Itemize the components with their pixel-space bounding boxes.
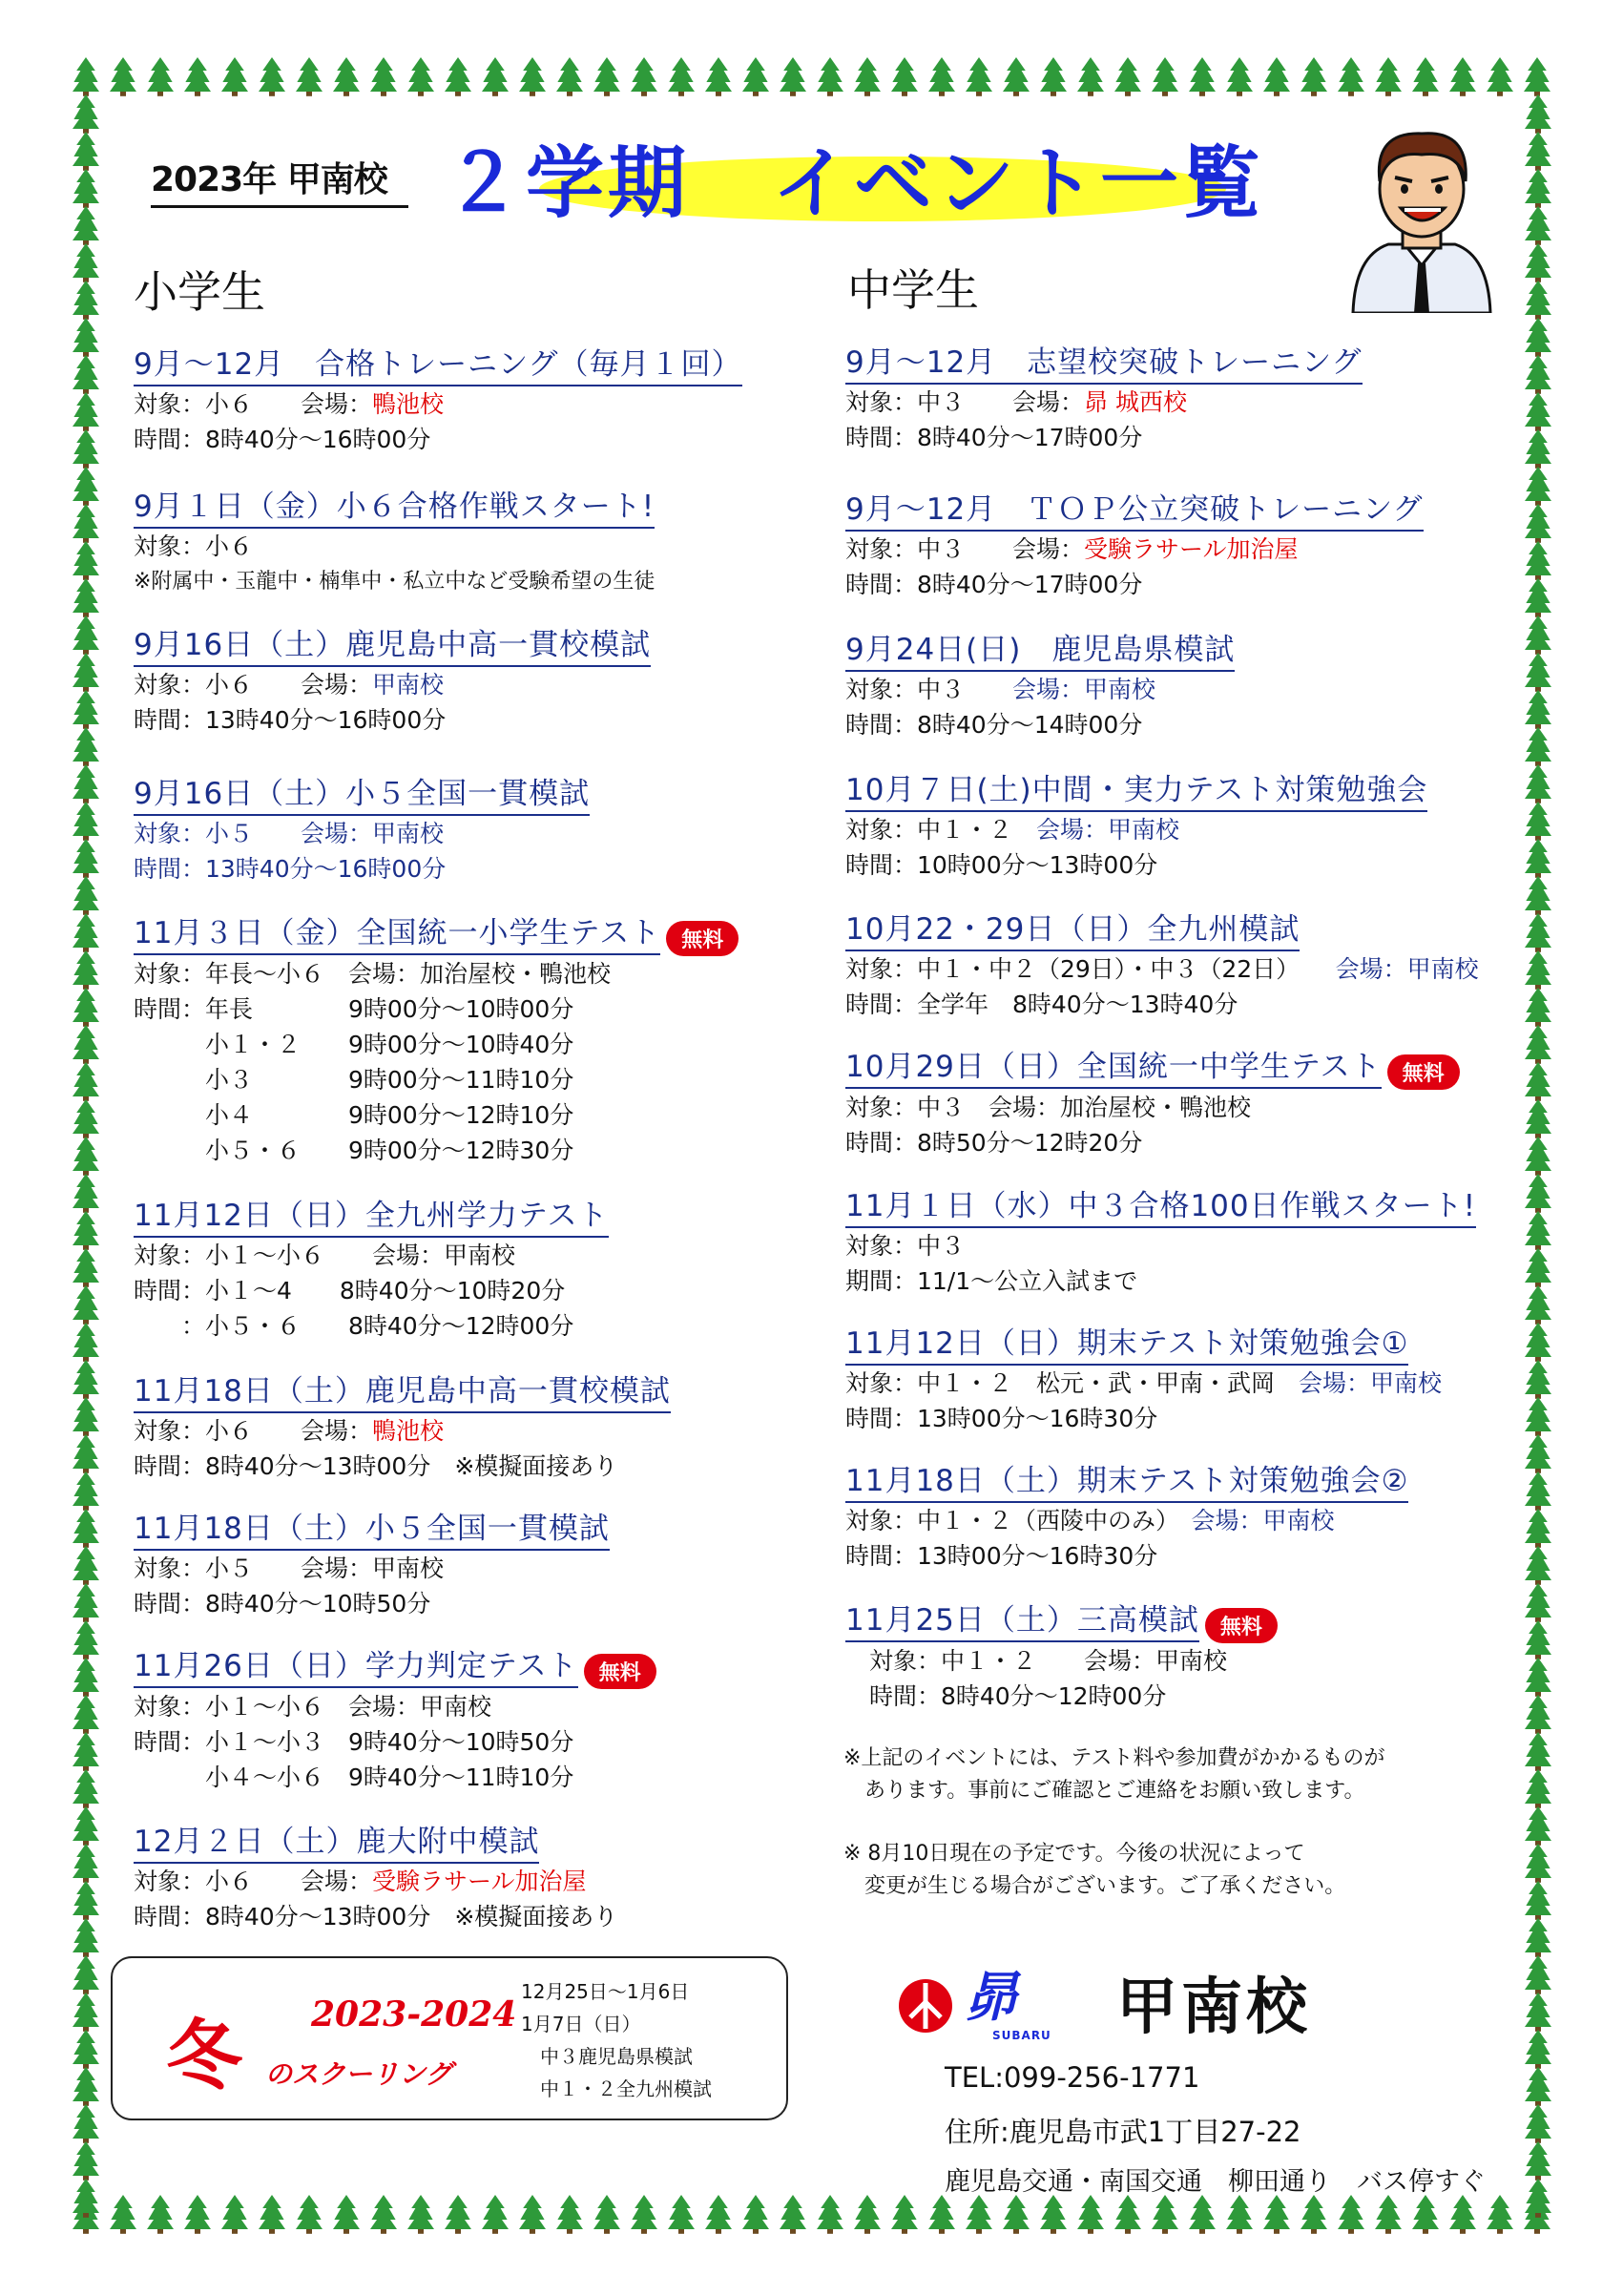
event-item — [134, 769, 590, 887]
detail-text: 受験ラサール加治屋 — [1084, 535, 1299, 563]
event-item — [134, 1367, 671, 1484]
detail-text: 対象：小６ 会場： — [134, 671, 373, 699]
event-item — [845, 1596, 1278, 1714]
winter-line: 中１・２全九州模試 — [521, 2077, 712, 2100]
event-detail-line — [845, 812, 1427, 847]
detail-text: 対象：中１・２ — [845, 816, 1037, 844]
event-detail-line — [134, 1097, 739, 1133]
detail-text: 昴 城西校 — [1084, 388, 1187, 416]
event-item — [134, 1504, 610, 1621]
detail-text: 期間：11/1～公立入試まで — [845, 1267, 1138, 1295]
detail-text: 対象：小６ 会場： — [134, 1868, 373, 1895]
detail-text: 時間：8時40分～13時00分 ※模擬面接あり — [134, 1903, 618, 1931]
event-item — [845, 1319, 1442, 1436]
event-detail-line — [134, 1760, 656, 1795]
detail-text: 対象：中３ 会場： — [845, 535, 1085, 563]
event-item — [134, 1641, 656, 1795]
note-line: ※ 8月10日現在の予定です。今後の状況によって — [843, 1842, 1305, 1866]
detail-text: 対象：中３ — [845, 676, 1013, 703]
event-title: 9月24日(日) 鹿児島県模試 — [845, 625, 1235, 672]
winter-line: 1月7日（日） — [521, 2013, 641, 2035]
detail-text: 対象：中３ 会場：加治屋校・鴨池校 — [845, 1094, 1252, 1121]
detail-text: 受験ラサール加治屋 — [372, 1868, 587, 1895]
detail-text: 対象：小６ — [134, 532, 254, 560]
event-detail-line — [845, 385, 1363, 420]
detail-text: 小１・２ 9時00分～10時40分 — [134, 1031, 574, 1058]
school-name: 甲南校 — [1116, 1972, 1311, 2043]
event-detail-line — [134, 1027, 739, 1062]
detail-text: 対象：中１・中２（29日）・中３（22日） — [845, 955, 1336, 983]
event-item — [845, 1181, 1476, 1299]
page-title: ２学期 イベント一覧 — [443, 138, 1264, 229]
winter-year: 2023-2024 — [311, 1994, 517, 2035]
businessman-illustration — [1345, 122, 1498, 313]
detail-text: 対象：小１～小６ 会場：甲南校 — [134, 1693, 492, 1721]
event-title: 9月16日（土）鹿児島中高一貫校模試 — [134, 620, 651, 667]
detail-text: 時間：8時40分～13時00分 ※模擬面接あり — [134, 1452, 618, 1480]
event-detail-line — [845, 1643, 1278, 1679]
event-detail-line — [845, 1401, 1442, 1436]
winter-line: 中３鹿児島県模試 — [521, 2045, 693, 2068]
detail-text: ※附属中・玉龍中・楠隼中・私立中など受験希望の生徒 — [134, 570, 655, 594]
event-detail-line — [845, 1090, 1460, 1125]
event-detail-line — [134, 1899, 617, 1934]
event-detail-line — [845, 987, 1479, 1022]
junior-heading: 中学生 — [847, 264, 979, 316]
detail-text: 対象：年長～小６ 会場：加治屋校・鴨池校 — [134, 960, 612, 988]
detail-text: 時間：8時50分～12時20分 — [845, 1129, 1143, 1157]
event-title: 11月18日（土）鹿児島中高一貫校模試 — [134, 1367, 671, 1413]
brand-kanji: 昴 — [964, 1967, 1017, 2029]
brand-mark — [964, 1968, 1051, 2042]
event-title: 11月３日（金）全国統一小学生テスト — [134, 908, 660, 955]
event-item — [845, 625, 1235, 742]
event-title: 11月26日（日）学力判定テスト — [134, 1641, 578, 1688]
detail-text: 時間：小１～4 8時40分～10時20分 — [134, 1277, 566, 1305]
event-title: 11月12日（日）期末テスト対策勉強会① — [845, 1319, 1408, 1366]
free-badge: 無料 — [666, 921, 739, 956]
event-detail-line — [134, 564, 655, 599]
detail-text: 時間：年長 9時00分～10時00分 — [134, 995, 574, 1023]
detail-text: 会場：甲南校 — [1036, 816, 1180, 844]
detail-text: 対象：中３ 会場： — [845, 388, 1085, 416]
detail-text: 時間：8時40分～17時00分 — [845, 571, 1143, 598]
detail-text: 時間：小１～小３ 9時40分～10時50分 — [134, 1728, 574, 1756]
event-item — [845, 1456, 1408, 1574]
detail-text: 会場：甲南校 — [1299, 1369, 1443, 1397]
detail-text: 小４ 9時00分～12時10分 — [134, 1101, 574, 1129]
event-item — [134, 1817, 617, 1934]
event-title: 11月18日（土）期末テスト対策勉強会② — [845, 1456, 1408, 1503]
event-title: 10月29日（日）全国統一中学生テスト — [845, 1042, 1382, 1089]
event-detail-line — [134, 1724, 656, 1760]
detail-text: 時間：8時40分～17時00分 — [845, 424, 1143, 451]
event-detail-line — [845, 1228, 1476, 1263]
detail-text: 甲南校 — [372, 671, 445, 699]
detail-text: 鴨池校 — [372, 1417, 445, 1445]
event-detail-line — [845, 567, 1424, 602]
event-detail-line — [134, 1308, 609, 1344]
detail-text: 時間：8時40分～14時00分 — [845, 711, 1143, 739]
event-detail-line — [134, 1449, 671, 1484]
event-title: 11月12日（日）全九州学力テスト — [134, 1191, 609, 1238]
event-detail-line — [845, 847, 1427, 883]
event-detail-line — [134, 667, 651, 702]
event-detail-line — [845, 1503, 1408, 1538]
winter-schooling-box — [111, 1956, 788, 2120]
detail-text: 対象：小５ 会場：甲南校 — [134, 820, 445, 847]
event-detail-line — [845, 532, 1424, 567]
detail-text: 時間：8時40分～12時00分 — [845, 1682, 1167, 1710]
event-item — [845, 905, 1479, 1022]
event-detail-line — [134, 1551, 610, 1586]
event-detail-line — [845, 420, 1363, 455]
event-title: 11月25日（土）三高模試 — [845, 1596, 1199, 1642]
event-detail-line — [134, 1238, 609, 1273]
event-title: 12月２日（土）鹿大附中模試 — [134, 1817, 539, 1864]
detail-text: 小５・６ 9時00分～12時30分 — [134, 1137, 574, 1164]
event-title: 9月16日（土）小５全国一貫模試 — [134, 769, 590, 816]
event-item — [134, 620, 651, 738]
detail-text: 対象：中１・２ 松元・武・甲南・武岡 — [845, 1369, 1300, 1397]
event-detail-line — [134, 386, 742, 422]
elementary-heading: 小学生 — [134, 266, 265, 318]
detail-text: 対象：中１・２ 会場：甲南校 — [845, 1647, 1228, 1675]
winter-schedule — [521, 1975, 712, 2105]
event-detail-line — [845, 672, 1235, 707]
detail-text: 小４～小６ 9時40分～11時10分 — [134, 1764, 574, 1791]
event-detail-line — [845, 1538, 1408, 1574]
note-line: あります。事前にご確認とご連絡をお願い致します。 — [843, 1779, 1365, 1803]
detail-text: 対象：小１～小６ 会場：甲南校 — [134, 1242, 516, 1269]
event-detail-line — [845, 1679, 1278, 1714]
event-item — [134, 908, 739, 1168]
event-title: 9月１日（金）小６合格作戦スタート! — [134, 482, 655, 529]
detail-text: 対象：中１・２（西陵中のみ） — [845, 1507, 1192, 1534]
event-title: 11月18日（土）小５全国一貫模試 — [134, 1504, 610, 1551]
detail-text: 会場：甲南校 — [1012, 676, 1156, 703]
event-detail-line — [134, 529, 655, 564]
detail-text: 鴨池校 — [372, 390, 445, 418]
detail-text: 対象：小６ 会場： — [134, 390, 373, 418]
event-item — [845, 765, 1427, 883]
event-detail-line — [845, 1366, 1442, 1401]
event-title: 9月～12月 合格トレーニング（毎月１回） — [134, 340, 742, 386]
event-detail-line — [134, 956, 739, 991]
event-detail-line — [134, 1062, 739, 1097]
title-block — [434, 132, 1274, 237]
detail-text: 会場：甲南校 — [1335, 955, 1479, 983]
event-item — [845, 1042, 1460, 1160]
event-detail-line — [845, 707, 1235, 742]
event-detail-line — [134, 816, 590, 851]
event-detail-line — [134, 851, 590, 887]
event-detail-line — [134, 1413, 671, 1449]
detail-text: ：小５・６ 8時40分～12時00分 — [134, 1312, 574, 1340]
event-item — [134, 340, 742, 457]
brand-sub: SUBARU — [992, 2029, 1051, 2042]
event-detail-line — [134, 1273, 609, 1308]
event-detail-line — [845, 1263, 1476, 1299]
event-title: 11月１日（水）中３合格100日作戦スタート! — [845, 1181, 1476, 1228]
phone-number: TEL:099-256-1771 — [945, 2061, 1200, 2094]
event-detail-line — [845, 1125, 1460, 1160]
detail-text: 対象：中３ — [845, 1232, 966, 1260]
detail-text: 時間：13時40分～16時00分 — [134, 855, 447, 883]
winter-schooling-label: のスクーリング — [265, 2058, 452, 2090]
event-detail-line — [134, 1864, 617, 1899]
detail-text: 対象：小５ 会場：甲南校 — [134, 1555, 445, 1582]
event-title: 9月～12月 志望校突破トレーニング — [845, 338, 1363, 385]
note-line: ※上記のイベントには、テスト料や参加費がかかるものが — [843, 1746, 1385, 1770]
detail-text: 会場：甲南校 — [1191, 1507, 1335, 1534]
free-badge: 無料 — [1387, 1054, 1460, 1090]
event-detail-line — [134, 1689, 656, 1724]
free-badge: 無料 — [584, 1654, 656, 1689]
detail-text: 時間：13時40分～16時00分 — [134, 706, 447, 734]
event-detail-line — [845, 951, 1479, 987]
event-title: 10月22・29日（日）全九州模試 — [845, 905, 1300, 951]
detail-text: 時間：8時40分～16時00分 — [134, 426, 431, 453]
detail-text: 時間：13時00分～16時30分 — [845, 1542, 1158, 1570]
event-detail-line — [134, 702, 651, 738]
detail-text: 時間：8時40分～10時50分 — [134, 1590, 431, 1618]
event-item — [845, 338, 1363, 455]
detail-text: 時間：10時00分～13時00分 — [845, 851, 1158, 879]
winter-line: 12月25日～1月6日 — [521, 1980, 690, 2003]
note-line: 変更が生じる場合がございます。ご了承ください。 — [843, 1874, 1346, 1898]
event-title: 9月～12月 ＴＯＰ公立突破トレーニング — [845, 485, 1424, 532]
event-item — [134, 1191, 609, 1344]
year-school-label: 2023年 甲南校 — [151, 153, 408, 208]
bus-access: 鹿児島交通・南国交通 柳田通り バス停すぐ — [945, 2167, 1486, 2197]
winter-kanji: 冬 — [166, 2012, 242, 2100]
event-detail-line — [134, 422, 742, 457]
address: 住所:鹿児島市武1丁目27-22 — [945, 2116, 1301, 2148]
detail-text: 小３ 9時00分～11時10分 — [134, 1066, 574, 1094]
detail-text: 時間：13時00分～16時30分 — [845, 1405, 1158, 1432]
event-detail-line — [134, 991, 739, 1027]
event-item — [134, 482, 655, 599]
detail-text: 対象：小６ 会場： — [134, 1417, 373, 1445]
event-detail-line — [134, 1133, 739, 1168]
event-item — [845, 485, 1424, 602]
free-badge: 無料 — [1205, 1608, 1278, 1643]
event-title: 10月７日(土)中間・実力テスト対策勉強会 — [845, 765, 1427, 812]
detail-text: 時間：全学年 8時40分～13時40分 — [845, 991, 1238, 1018]
event-detail-line — [134, 1586, 610, 1621]
